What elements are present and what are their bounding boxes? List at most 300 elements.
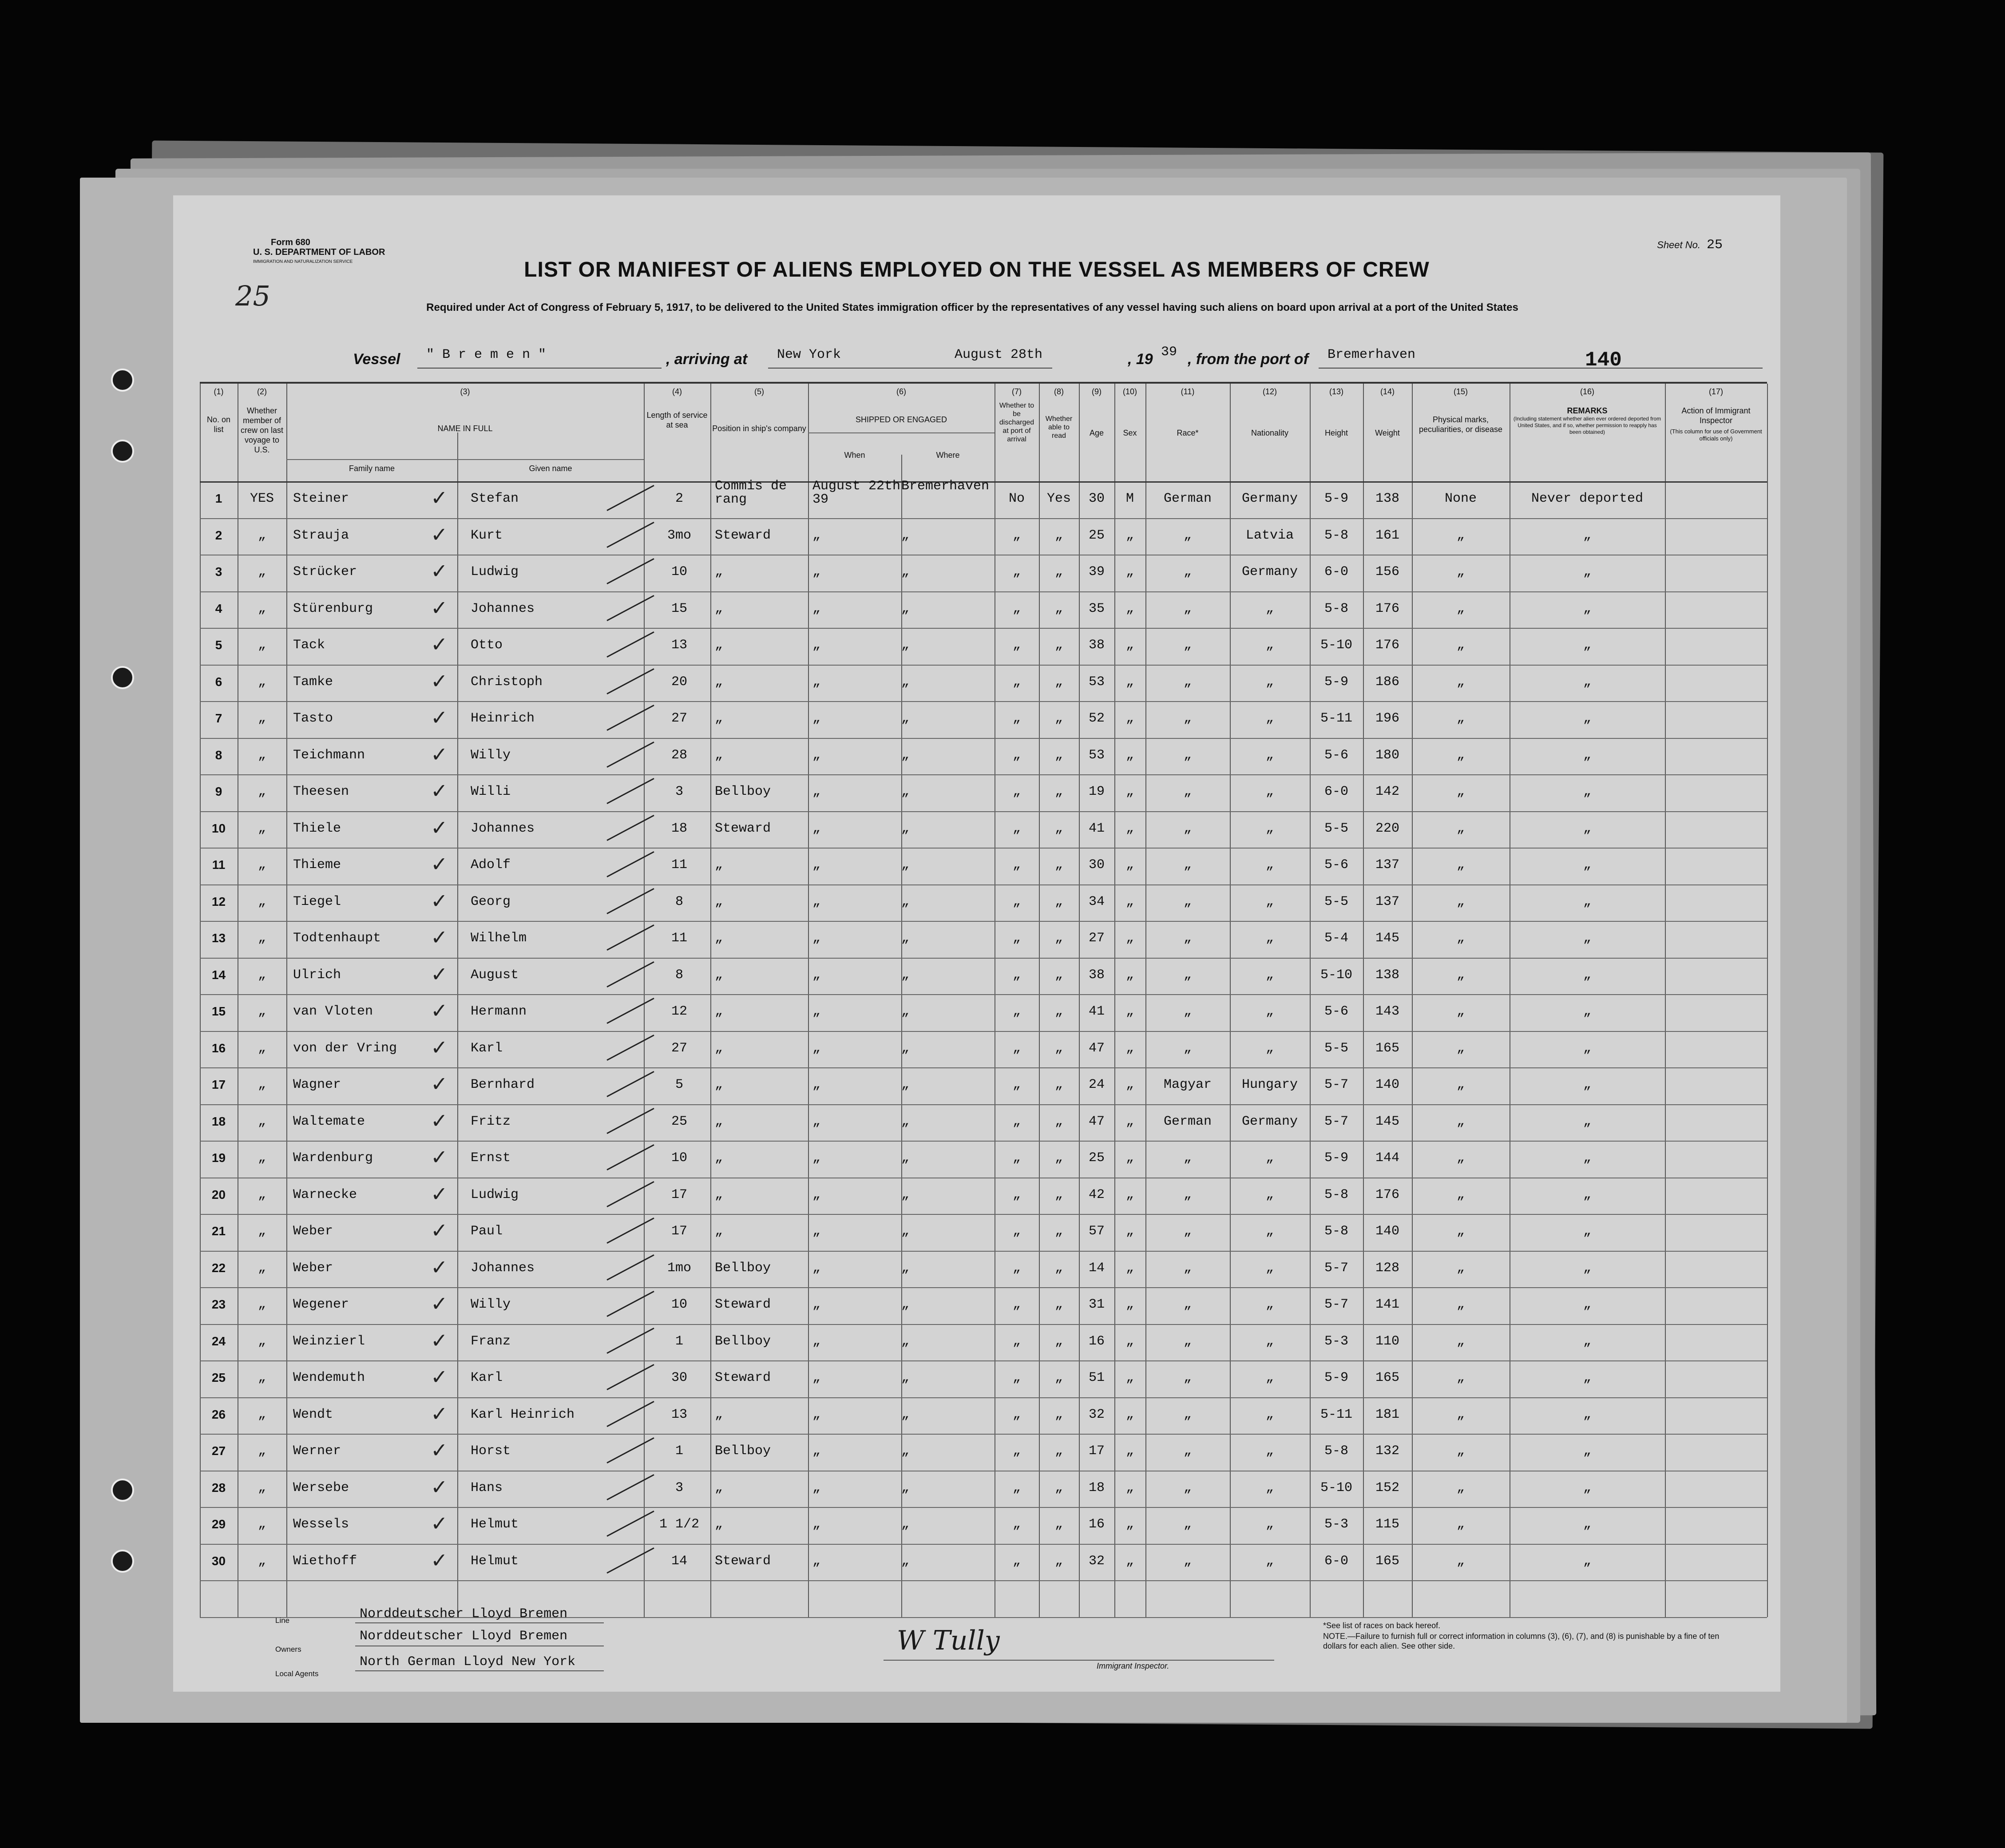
length-of-service: 11 (671, 857, 687, 872)
inspector-signature: W Tully (897, 1625, 1000, 1656)
race: „ (1183, 1553, 1192, 1569)
row-rule (200, 1580, 1767, 1581)
header-length-of-service: Length of service at sea (646, 411, 708, 429)
family-name: Tiegel (293, 894, 341, 909)
length-of-service: 1 (675, 1444, 683, 1459)
discharged: „ (1012, 747, 1021, 763)
row-rule (200, 1104, 1767, 1105)
shipped-where: „ (901, 711, 910, 726)
length-of-service: 2 (675, 491, 683, 506)
nationality: „ (1265, 711, 1274, 726)
length-of-service: 10 (671, 1150, 687, 1166)
age: 39 (1088, 564, 1105, 579)
age: 32 (1088, 1407, 1105, 1422)
height: 5-8 (1324, 1224, 1348, 1239)
physical-marks: „ (1456, 1333, 1465, 1349)
check-mark: ✓ (431, 1108, 448, 1133)
family-name: Wiethoff (293, 1553, 357, 1569)
age: 30 (1088, 857, 1105, 872)
race: „ (1183, 967, 1192, 983)
sex: „ (1125, 894, 1134, 909)
physical-marks: „ (1456, 931, 1465, 946)
row-number: 8 (215, 748, 222, 762)
check-mark: ✓ (431, 1365, 448, 1389)
able-to-read: „ (1054, 1553, 1063, 1569)
race: „ (1183, 1224, 1192, 1239)
row-number: 10 (211, 821, 226, 835)
crew-last-voyage: „ (258, 527, 266, 543)
able-to-read: „ (1054, 784, 1063, 799)
nationality: „ (1265, 857, 1274, 872)
able-to-read: „ (1054, 894, 1063, 909)
check-mark: ✓ (431, 1328, 448, 1352)
shipped-where: „ (901, 1480, 910, 1495)
family-name: Warnecke (293, 1187, 357, 1202)
able-to-read: „ (1054, 1517, 1063, 1532)
able-to-read: „ (1054, 1480, 1063, 1495)
physical-marks: None (1444, 491, 1477, 506)
race: „ (1183, 711, 1192, 726)
race: „ (1183, 674, 1192, 690)
position: Bellboy (715, 784, 771, 799)
row-rule (200, 811, 1767, 812)
remarks: „ (1583, 784, 1591, 799)
discharged: No (1008, 491, 1025, 506)
physical-marks: „ (1456, 1553, 1465, 1569)
races-note: *See list of races on back hereof. (1323, 1621, 1441, 1630)
discharged: „ (1012, 1187, 1021, 1202)
row-rule (200, 1214, 1767, 1215)
given-name: Karl (471, 1040, 503, 1056)
age: 51 (1088, 1370, 1105, 1385)
given-name: Willy (471, 747, 511, 763)
discharged: „ (1012, 1004, 1021, 1019)
shipped-when: „ (812, 1297, 821, 1312)
height: 5-7 (1324, 1077, 1348, 1092)
position: „ (715, 1224, 723, 1239)
row-number: 14 (211, 968, 226, 982)
crew-last-voyage: „ (258, 784, 266, 799)
given-name: Bernhard (471, 1077, 535, 1092)
check-mark: ✓ (431, 522, 448, 547)
physical-marks: „ (1456, 1370, 1465, 1385)
discharged: „ (1012, 784, 1021, 799)
able-to-read: „ (1054, 1114, 1063, 1129)
column-rule (286, 384, 287, 1617)
shipped-when: „ (812, 1407, 821, 1422)
remarks: „ (1583, 1444, 1591, 1459)
nationality: „ (1265, 638, 1274, 653)
height: 5-9 (1324, 674, 1348, 690)
remarks: „ (1583, 1553, 1591, 1569)
column-number: (12) (1262, 387, 1277, 396)
position: „ (715, 674, 723, 690)
physical-marks: „ (1456, 564, 1465, 579)
shipped-where: „ (901, 1114, 910, 1129)
row-rule (200, 518, 1767, 519)
crew-last-voyage: „ (258, 674, 266, 690)
header-name-in-full: NAME IN FULL (437, 424, 493, 433)
row-number: 18 (211, 1114, 226, 1128)
family-name: Steiner (293, 491, 349, 506)
position: Commis de rang (715, 479, 787, 507)
length-of-service: 27 (671, 1040, 687, 1056)
row-rule (200, 884, 1767, 885)
row-number: 5 (215, 638, 222, 652)
shipped-where: „ (901, 1553, 910, 1569)
given-name: Willy (471, 1297, 511, 1312)
column-number: (15) (1453, 387, 1468, 396)
sheet-number-value: 25 (1706, 238, 1723, 253)
check-mark: ✓ (431, 1511, 448, 1535)
nationality: „ (1265, 894, 1274, 909)
check-mark: ✓ (431, 486, 448, 510)
weight: 176 (1375, 601, 1399, 616)
row-rule (200, 1544, 1767, 1545)
given-name: Karl Heinrich (471, 1407, 575, 1422)
sex: „ (1125, 1040, 1134, 1056)
sex: „ (1125, 1297, 1134, 1312)
crew-last-voyage: „ (258, 821, 266, 836)
remarks: Never deported (1531, 491, 1644, 506)
row-number: 19 (211, 1151, 226, 1165)
check-mark: ✓ (431, 1182, 448, 1206)
crew-last-voyage: „ (258, 1444, 266, 1459)
family-name: Tack (293, 638, 325, 653)
weight: 161 (1375, 527, 1399, 543)
row-number: 21 (211, 1224, 226, 1238)
sex: „ (1125, 1407, 1134, 1422)
crew-last-voyage: „ (258, 747, 266, 763)
weight: 128 (1375, 1260, 1399, 1276)
check-mark: ✓ (431, 1548, 448, 1572)
sex: M (1125, 491, 1134, 506)
discharged: „ (1012, 527, 1021, 543)
age: 47 (1088, 1114, 1105, 1129)
check-mark: ✓ (431, 1475, 448, 1499)
shipped-when: „ (812, 601, 821, 616)
able-to-read: „ (1054, 967, 1063, 983)
discharged: „ (1012, 821, 1021, 836)
height: 6-0 (1324, 1553, 1348, 1569)
check-mark: ✓ (431, 742, 448, 766)
height: 5-3 (1324, 1517, 1348, 1532)
shipped-when: „ (812, 931, 821, 946)
height: 5-7 (1324, 1260, 1348, 1276)
given-name: Adolf (471, 857, 511, 872)
family-name: Wendt (293, 1407, 333, 1422)
nationality: „ (1265, 674, 1274, 690)
physical-marks: „ (1456, 784, 1465, 799)
header-rule (808, 432, 995, 433)
position: Bellboy (715, 1333, 771, 1349)
race: „ (1183, 1517, 1192, 1532)
column-number: (5) (754, 387, 764, 396)
given-name: Paul (471, 1224, 503, 1239)
able-to-read: „ (1054, 1407, 1063, 1422)
nationality: „ (1265, 601, 1274, 616)
given-name: Karl (471, 1370, 503, 1385)
crew-last-voyage: „ (258, 1260, 266, 1276)
column-number: (6) (896, 387, 906, 396)
family-name: Strauja (293, 527, 349, 543)
row-number: 27 (211, 1444, 226, 1458)
age: 38 (1088, 638, 1105, 653)
age: 47 (1088, 1040, 1105, 1056)
position: „ (715, 857, 723, 872)
position: „ (715, 967, 723, 983)
race: „ (1183, 821, 1192, 836)
check-mark: ✓ (431, 1292, 448, 1316)
weight: 132 (1375, 1444, 1399, 1459)
able-to-read: „ (1054, 564, 1063, 579)
service-name: IMMIGRATION AND NATURALIZATION SERVICE (253, 259, 353, 264)
height: 5-5 (1324, 1040, 1348, 1056)
able-to-read: „ (1054, 674, 1063, 690)
height: 5-3 (1324, 1333, 1348, 1349)
crew-last-voyage: „ (258, 1224, 266, 1239)
column-rule (1767, 384, 1768, 1617)
row-number: 22 (211, 1261, 226, 1275)
race: „ (1183, 564, 1192, 579)
age: 16 (1088, 1517, 1105, 1532)
subcolumn-rule (457, 432, 458, 1617)
family-name: Wegener (293, 1297, 349, 1312)
shipped-where: „ (901, 527, 910, 543)
family-name: Tasto (293, 711, 333, 726)
given-name: Hermann (471, 1004, 527, 1019)
shipped-where: „ (901, 1444, 910, 1459)
crew-last-voyage: YES (250, 491, 274, 506)
age: 19 (1088, 784, 1105, 799)
shipped-where: „ (901, 1333, 910, 1349)
sex: „ (1125, 1333, 1134, 1349)
family-name: Wessels (293, 1517, 349, 1532)
column-number: (14) (1380, 387, 1395, 396)
column-number: (3) (460, 387, 470, 396)
column-number: (16) (1580, 387, 1594, 396)
signature-line (884, 1660, 1274, 1661)
age: 52 (1088, 711, 1105, 726)
row-rule (200, 1397, 1767, 1398)
position: Steward (715, 1370, 771, 1385)
able-to-read: „ (1054, 747, 1063, 763)
given-name: Johannes (471, 601, 535, 616)
underline (768, 368, 1052, 369)
row-rule (200, 958, 1767, 959)
discharged: „ (1012, 564, 1021, 579)
race: „ (1183, 527, 1192, 543)
row-rule (200, 1031, 1767, 1032)
nationality: „ (1265, 1407, 1274, 1422)
sex: „ (1125, 601, 1134, 616)
physical-marks: „ (1456, 1224, 1465, 1239)
weight: 156 (1375, 564, 1399, 579)
shipped-when: „ (812, 1004, 821, 1019)
position: „ (715, 747, 723, 763)
page-subtitle: Required under Act of Congress of February 5, 1917, to be delivered to the United States immigration officer by the representatives of any vessel having such aliens on board upon arrival at a port of the United States (426, 301, 1518, 313)
shipped-when: „ (812, 1517, 821, 1532)
position: Bellboy (715, 1260, 771, 1276)
shipped-where: „ (901, 894, 910, 909)
nationality: „ (1265, 1150, 1274, 1166)
header-inspector-note: (This column for use of Government officials only) (1670, 428, 1762, 442)
able-to-read: „ (1054, 1040, 1063, 1056)
length-of-service: 17 (671, 1187, 687, 1202)
given-name: Wilhelm (471, 931, 527, 946)
race: „ (1183, 638, 1192, 653)
sex: „ (1125, 821, 1134, 836)
race: „ (1183, 1150, 1192, 1166)
physical-marks: „ (1456, 1114, 1465, 1129)
age: 24 (1088, 1077, 1105, 1092)
able-to-read: „ (1054, 527, 1063, 543)
remarks: „ (1583, 1297, 1591, 1312)
physical-marks: „ (1456, 1040, 1465, 1056)
height: 6-0 (1324, 784, 1348, 799)
crew-last-voyage: „ (258, 1077, 266, 1092)
race: „ (1183, 1260, 1192, 1276)
physical-marks: „ (1456, 1444, 1465, 1459)
shipped-where: „ (901, 1187, 910, 1202)
family-name: Stürenburg (293, 601, 373, 616)
row-number: 11 (212, 858, 226, 872)
header-remarks-note: (Including statement whether alien ever ordered deported from United States, and if so, whether permission to reapply has been obtained) (1513, 416, 1661, 435)
column-number: (4) (672, 387, 682, 396)
column-rule (710, 384, 711, 1617)
remarks: „ (1583, 601, 1591, 616)
crew-last-voyage: „ (258, 1553, 266, 1569)
position: „ (715, 894, 723, 909)
remarks: „ (1583, 1040, 1591, 1056)
sex: „ (1125, 1553, 1134, 1569)
able-to-read: „ (1054, 601, 1063, 616)
given-name: Heinrich (471, 711, 535, 726)
age: 25 (1088, 527, 1105, 543)
given-name: Johannes (471, 821, 535, 836)
line-value: Norddeutscher Lloyd Bremen (360, 1606, 568, 1622)
weight: 196 (1375, 711, 1399, 726)
row-rule (200, 1434, 1767, 1435)
remarks: „ (1583, 711, 1591, 726)
weight: 144 (1375, 1150, 1399, 1166)
family-name: Ulrich (293, 967, 341, 983)
header-physical-marks: Physical marks, peculiarities, or disease (1419, 415, 1503, 434)
row-number: 30 (211, 1554, 226, 1568)
height: 5-8 (1324, 1187, 1348, 1202)
shipped-where: „ (901, 1297, 910, 1312)
nationality: „ (1265, 1517, 1274, 1532)
position: Steward (715, 1553, 771, 1569)
height: 5-11 (1320, 711, 1352, 726)
sex: „ (1125, 1480, 1134, 1495)
remarks: „ (1583, 1260, 1591, 1276)
check-mark: ✓ (431, 595, 448, 620)
header-list-number: No. on list (206, 415, 231, 434)
sheet-number (1657, 238, 1723, 253)
weight: 176 (1375, 638, 1399, 653)
check-mark: ✓ (431, 1072, 448, 1096)
age: 31 (1088, 1297, 1105, 1312)
physical-marks: „ (1456, 1150, 1465, 1166)
position: Steward (715, 527, 771, 543)
shipped-when: „ (812, 711, 821, 726)
row-rule (200, 1251, 1767, 1252)
age: 16 (1088, 1333, 1105, 1349)
subcolumn-rule (901, 455, 902, 1617)
physical-marks: „ (1456, 601, 1465, 616)
shipped-when: „ (812, 674, 821, 690)
weight: 140 (1375, 1077, 1399, 1092)
age: 30 (1088, 491, 1105, 506)
remarks: „ (1583, 1077, 1591, 1092)
nationality: „ (1265, 821, 1274, 836)
row-rule (200, 665, 1767, 666)
physical-marks: „ (1456, 1260, 1465, 1276)
remarks: „ (1583, 1480, 1591, 1495)
length-of-service: 30 (671, 1370, 687, 1385)
position: „ (715, 601, 723, 616)
shipped-where: „ (901, 967, 910, 983)
sex: „ (1125, 1260, 1134, 1276)
position: „ (715, 1517, 723, 1532)
able-to-read: „ (1054, 1297, 1063, 1312)
given-name: Hans (471, 1480, 503, 1495)
remarks: „ (1583, 967, 1591, 983)
height: 5-8 (1324, 1444, 1348, 1459)
weight: 137 (1375, 894, 1399, 909)
family-name: Tamke (293, 674, 333, 690)
discharged: „ (1012, 931, 1021, 946)
crew-last-voyage: „ (258, 894, 266, 909)
manifest-footer (173, 1603, 1780, 1692)
check-mark: ✓ (431, 1255, 448, 1279)
able-to-read: „ (1054, 821, 1063, 836)
remarks: „ (1583, 1407, 1591, 1422)
line-label: Line (275, 1616, 290, 1625)
shipped-when: „ (812, 1444, 821, 1459)
height: 6-0 (1324, 564, 1348, 579)
race: „ (1183, 1040, 1192, 1056)
shipped-when: „ (812, 894, 821, 909)
length-of-service: 8 (675, 894, 683, 909)
check-mark: ✓ (431, 962, 448, 986)
weight: 145 (1375, 931, 1399, 946)
length-of-service: 13 (671, 638, 687, 653)
shipped-where: „ (901, 1260, 910, 1276)
shipped-when: „ (812, 821, 821, 836)
position: „ (715, 1480, 723, 1495)
able-to-read: „ (1054, 1150, 1063, 1166)
age: 32 (1088, 1553, 1105, 1569)
remarks: „ (1583, 1187, 1591, 1202)
remarks: „ (1583, 821, 1591, 836)
check-mark: ✓ (431, 669, 448, 693)
given-name: Horst (471, 1444, 511, 1459)
race: „ (1183, 894, 1192, 909)
given-name: Ernst (471, 1150, 511, 1166)
weight: 220 (1375, 821, 1399, 836)
given-name: Ludwig (471, 1187, 519, 1202)
check-mark: ✓ (431, 706, 448, 730)
manifest-sheet (173, 195, 1780, 1692)
weight: 165 (1375, 1370, 1399, 1385)
sex: „ (1125, 1187, 1134, 1202)
owners-label: Owners (275, 1645, 301, 1654)
column-number: (11) (1181, 387, 1195, 396)
family-name: Theesen (293, 784, 349, 799)
race: „ (1183, 1333, 1192, 1349)
